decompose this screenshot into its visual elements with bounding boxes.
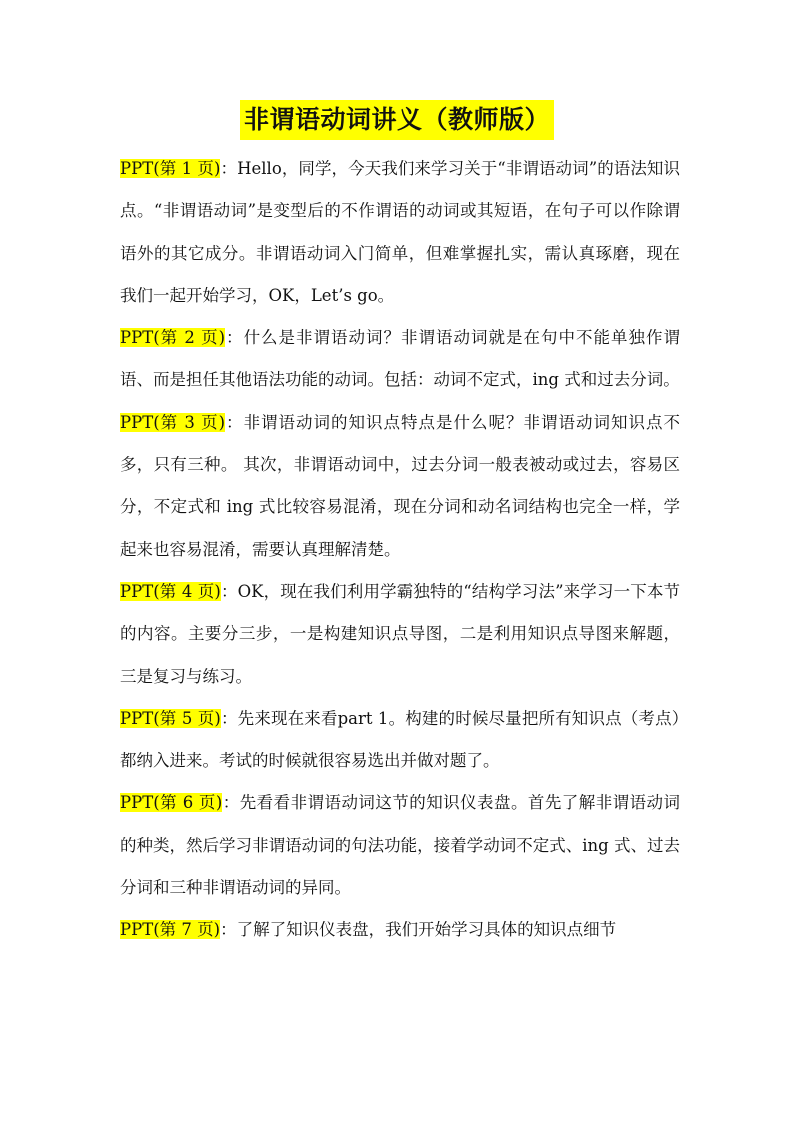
ppt-label: PPT(第 6 页) bbox=[120, 793, 223, 813]
paragraph-text: 非谓语动词的知识点特点是什么呢？非谓语动词知识点不多，只有三种。 其次，非谓语动词中，过去分词一般表被动或过去，容易区分，不定式和 ing 式比较容易混淆，现在分词和动名词结构也完全一样，学起来也容易混淆，需要认真理解清楚。 bbox=[120, 412, 681, 559]
label-colon: ： bbox=[220, 581, 238, 601]
paragraph-text: OK，现在我们利用学霸独特的“结构学习法”来学习一下本节的内容。主要分三步，一是构建知识点导图，二是利用知识点导图来解题，三是复习与练习。 bbox=[120, 581, 681, 686]
paragraph-text: 了解了知识仪表盘，我们开始学习具体的知识点细节 bbox=[236, 920, 617, 940]
paragraph-text: Hello，同学，今天我们来学习关于“非谓语动词”的语法知识点。“非谓语动词”是变型后的不作谓语的动词或其短语，在句子可以作除谓语外的其它成分。非谓语动词入门简单，但难掌握扎实，需认真琢磨，现在我们一起开始学习，OK，Let’s go。 bbox=[120, 159, 681, 305]
label-colon: ： bbox=[225, 328, 244, 348]
ppt-label: PPT(第 5 页) bbox=[120, 708, 221, 728]
paragraph-ppt-3 bbox=[120, 402, 680, 571]
document-body bbox=[120, 148, 680, 952]
label-colon: ： bbox=[220, 708, 238, 728]
document-title: 非谓语动词讲义（教师版） bbox=[240, 100, 554, 140]
paragraph-text: 什么是非谓语动词？非谓语动词就是在句中不能单独作谓语、而是担任其他语法功能的动词。包括：动词不定式，ing 式和过去分词。 bbox=[120, 328, 681, 390]
label-colon: ： bbox=[222, 793, 240, 813]
paragraph-text: 先来现在来看part 1。构建的时候尽量把所有知识点（考点）都纳入进来。考试的时候就很容易选出并做对题了。 bbox=[120, 708, 680, 771]
ppt-label: PPT(第 1 页) bbox=[120, 159, 221, 178]
paragraph-ppt-5 bbox=[120, 698, 680, 783]
title-container bbox=[0, 100, 794, 140]
ppt-label: PPT(第 3 页) bbox=[120, 412, 226, 432]
ppt-label: PPT(第 2 页) bbox=[120, 328, 226, 348]
paragraph-ppt-4 bbox=[120, 571, 680, 698]
paragraph-ppt-7 bbox=[120, 909, 680, 951]
label-colon: ： bbox=[225, 412, 244, 432]
label-colon: ： bbox=[220, 920, 237, 940]
paragraph-text: 先看看非谓语动词这节的知识仪表盘。首先了解非谓语动词的种类，然后学习非谓语动词的句法功能，接着学动词不定式、ing 式、过去分词和三种非谓语动词的异同。 bbox=[120, 793, 681, 898]
paragraph-ppt-2 bbox=[120, 317, 680, 402]
ppt-label: PPT(第 4 页) bbox=[120, 581, 221, 601]
ppt-label: PPT(第 7 页) bbox=[120, 920, 221, 940]
label-colon: ： bbox=[220, 159, 238, 178]
paragraph-ppt-6 bbox=[120, 782, 680, 909]
paragraph-ppt-1 bbox=[120, 148, 680, 317]
